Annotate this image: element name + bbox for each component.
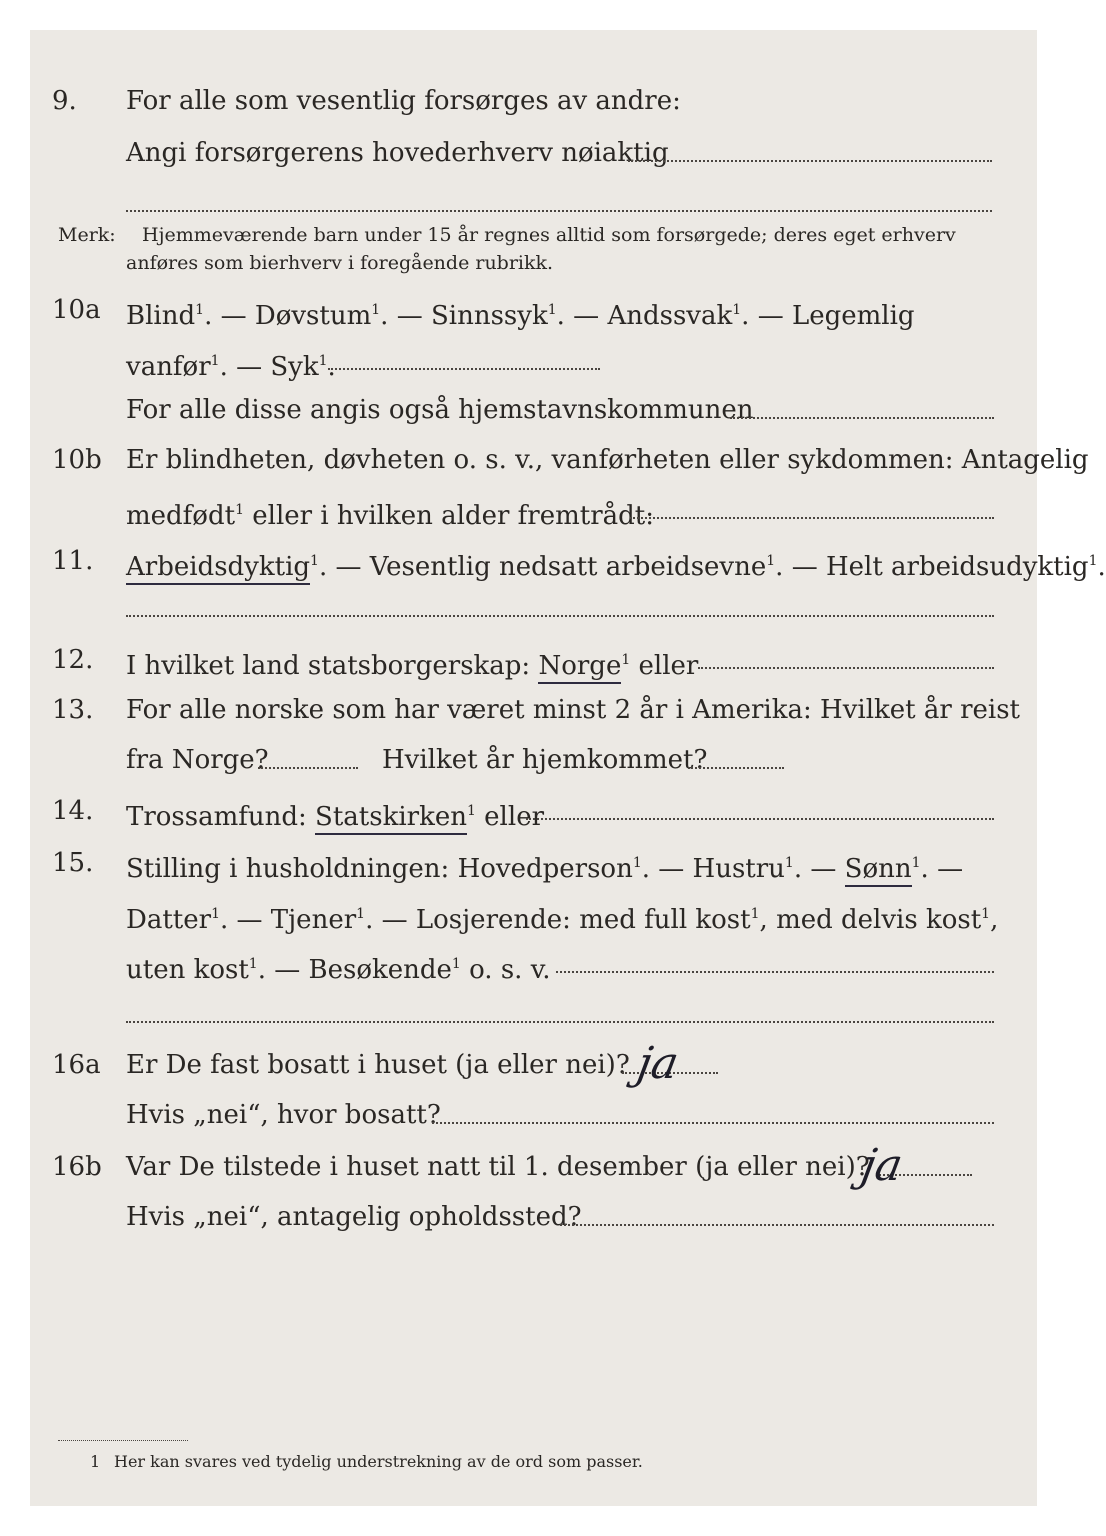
q13-line1: For alle norske som har været minst 2 år i Amerika: Hvilket år reist [126,695,1020,725]
q13-reist-field[interactable] [258,767,358,769]
q10a-sinnssyk: Sinnssyk [430,301,548,331]
q11-line1: Arbeidsdyktig$^1$. — Vesentlig nedsatt arbeidsevne$^1$. — Helt arbeidsudyktig$^1$. [126,546,1106,582]
q9-answer-field-2[interactable] [126,210,992,212]
q16b-line2: Hvis „nei“, antagelig opholdssted? [126,1202,582,1232]
q10a-line2: vanfør$^1$. — Syk$^1$. [126,352,336,382]
q10a-line3: For alle disse angis også hjemstavnskommunen [126,395,754,425]
q9-number: 9. [52,86,77,116]
q13-hjemkommet: Hvilket år hjemkommet? [382,745,708,775]
q9-text-line1: For alle som vesentlig forsørges av andre: [126,86,681,116]
q10a-dovstum: Døvstum [254,301,372,331]
census-form-page [30,30,1106,1506]
q13-number: 13. [52,695,94,725]
q10a-blind: Blind [126,301,196,331]
footnote-divider [58,1440,188,1441]
q9-answer-field[interactable] [628,160,992,162]
q15-answer-field[interactable] [556,971,994,973]
q14-answer-field[interactable] [526,818,994,820]
q10b-number: 10b [52,445,102,475]
q15-answer-field-2[interactable] [126,1021,994,1023]
q16a-line2: Hvis „nei“, hvor bosatt? [126,1100,441,1130]
q11-number: 11. [52,546,94,576]
q10b-line1: Er blindheten, døvheten o. s. v., vanførheten eller sykdommen: Antagelig [126,445,1089,475]
q10a-answer-field[interactable] [328,368,600,370]
q10a-syk: Syk [270,352,319,382]
q10b-line2: medfødt$^1$ eller i hvilken alder fremtrådt: [126,501,655,531]
note-line1: Hjemmeværende barn under 15 år regnes alltid som forsørgede; deres eget erhverv [142,224,956,246]
q16a-line1: Er De fast bosatt i huset (ja eller nei)? [126,1050,630,1080]
q16b-opholdssted-field[interactable] [560,1224,994,1226]
note-label: Merk: [58,224,116,246]
footnote-marker: 1 [90,1452,101,1471]
q10a-legemlig: Legemlig [791,301,915,331]
q9-text-line2: Angi forsørgerens hovederhverv nøiaktig [126,138,669,168]
q10a-vanfor: vanfør [126,352,211,382]
q11-nedsatt: Vesentlig nedsatt arbeidsevne [369,552,767,582]
footnote-text: Her kan svares ved tydelig understrekning av de ord som passer. [114,1452,643,1471]
q12-norge-selected: Norge [538,651,621,684]
q10b-answer-field[interactable] [630,517,994,519]
q11-udyktig: Helt arbeidsudyktig [825,552,1089,582]
q15-number: 15. [52,848,94,878]
q15-line1: Stilling i husholdningen: Hovedperson$^1$. — Hustru$^1$. — Sønn$^1$. — [126,848,963,884]
q14-statskirken-selected: Statskirken [315,802,467,835]
q15-line3: uten kost$^1$. — Besøkende$^1$ o. s. v. [126,955,551,985]
q16a-bosatt-field[interactable] [432,1122,994,1124]
q14-number: 14. [52,796,94,826]
q10a-number: 10a [52,295,101,325]
q14-line1: Trossamfund: Statskirken$^1$ eller [126,796,544,832]
q16b-handwritten-answer: ja [857,1140,907,1191]
q10a-hjemstavn-field[interactable] [730,417,994,419]
q16b-number: 16b [52,1152,102,1182]
q16a-number: 16a [52,1050,101,1080]
q12-line1: I hvilket land statsborgerskap: Norge$^1$ eller [126,645,698,681]
q10a-line1: Blind$^1$. — Døvstum$^1$. — Sinnssyk$^1$. — Andssvak$^1$. — Legemlig [126,301,915,331]
q11-arbeidsdyktig-selected: Arbeidsdyktig [126,552,310,585]
q15-line2: Datter$^1$. — Tjener$^1$. — Losjerende: med full kost$^1$, med delvis kost$^1$, [126,905,999,935]
q16b-line1: Var De tilstede i huset natt til 1. desember (ja eller nei)? [126,1152,870,1182]
q10a-andssvak: Andssvak [607,301,733,331]
q13-fra-norge: fra Norge? [126,745,269,775]
q12-number: 12. [52,645,94,675]
q12-answer-field[interactable] [698,667,994,669]
q15-sonn-selected: Sønn [845,854,912,887]
q16a-handwritten-answer: ja [633,1038,683,1089]
q13-hjemkommet-field[interactable] [688,767,784,769]
q11-answer-field[interactable] [126,615,994,617]
note-line2: anføres som bierhverv i foregående rubrikk. [126,252,554,274]
q10b-medfodt: medfødt [126,501,236,531]
